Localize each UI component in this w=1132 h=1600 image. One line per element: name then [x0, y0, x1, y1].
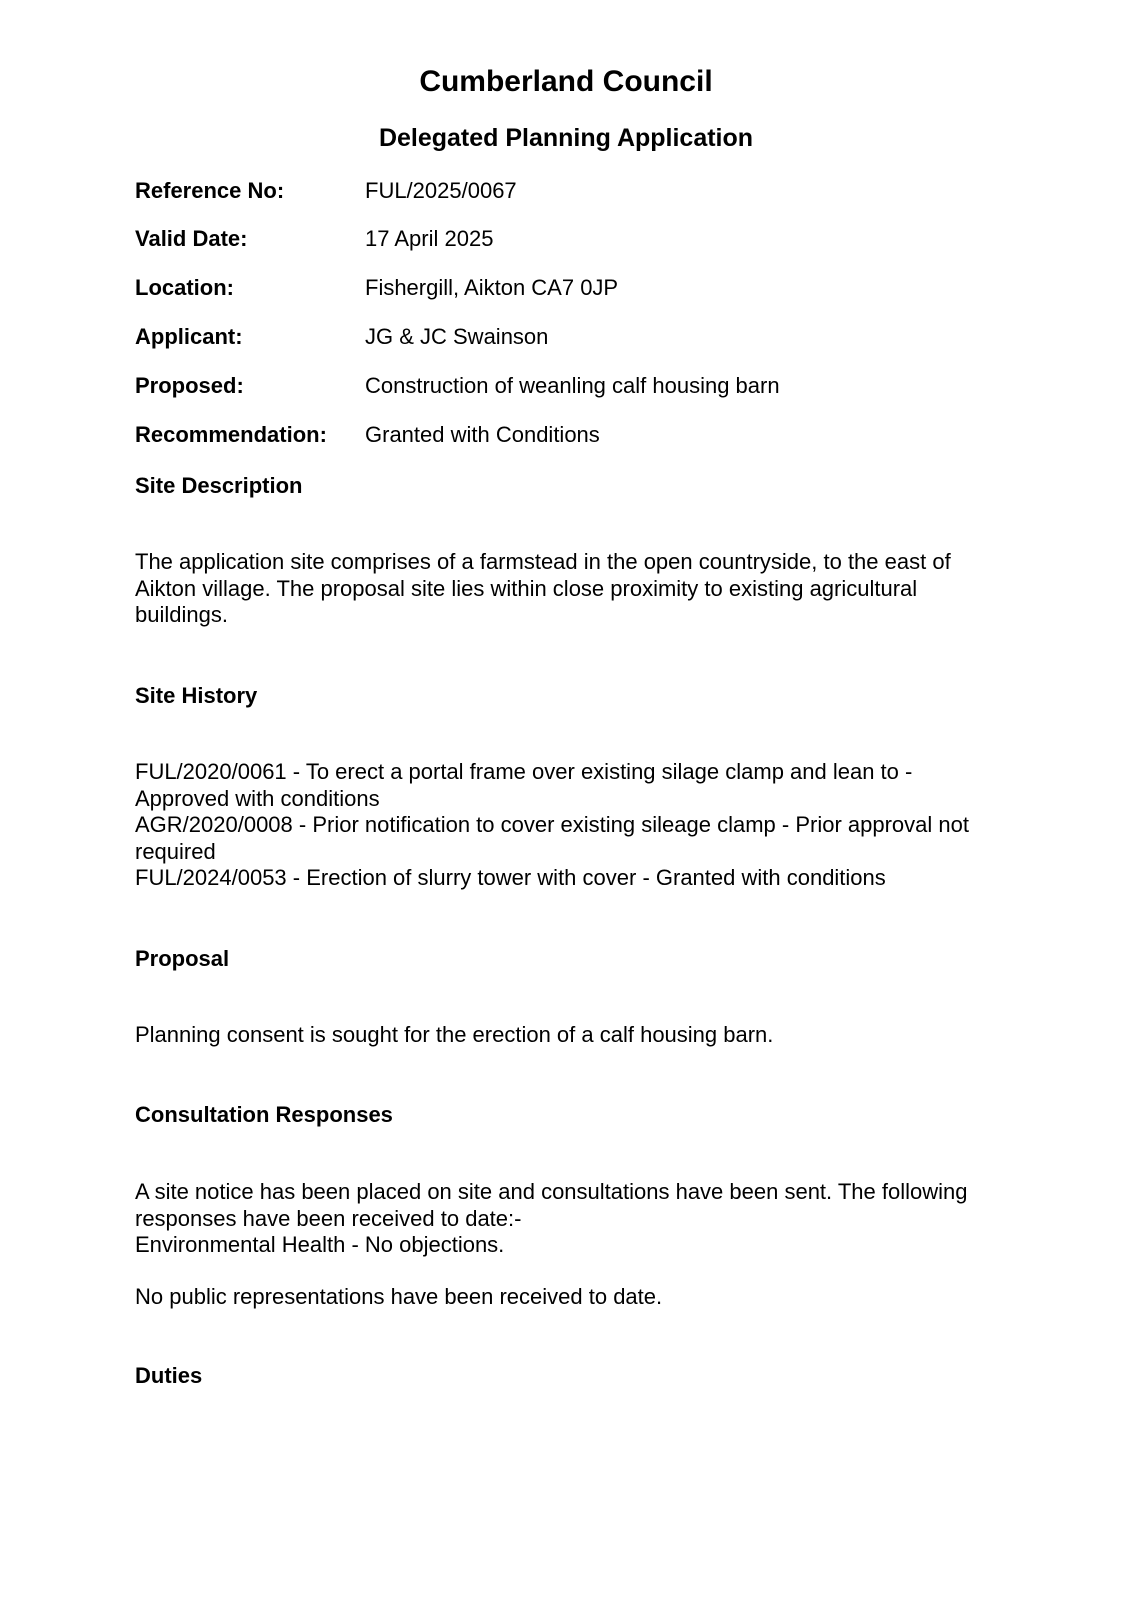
site-description-line: Aikton village. The proposal site lies within close proximity to existing agricultural	[135, 575, 918, 601]
public-representations-line: No public representations have been received to date.	[135, 1284, 663, 1309]
proposed-value: Construction of weanling calf housing barn	[365, 373, 780, 398]
consultation-line: Environmental Health - No objections.	[135, 1232, 505, 1257]
site-history-line: required	[135, 838, 216, 864]
location-label: Location:	[135, 275, 234, 300]
applicant-row	[135, 322, 1005, 352]
site-description-line: The application site comprises of a farmstead in the open countryside, to the east of	[135, 549, 951, 574]
valid-date-row	[135, 224, 1005, 254]
reference-row	[135, 176, 1005, 206]
proposal-text	[135, 1022, 1015, 1049]
consultation-text	[135, 1179, 1015, 1259]
consultation-heading: Consultation Responses	[135, 1102, 393, 1127]
recommendation-label: Recommendation:	[135, 422, 327, 447]
site-history-text	[135, 759, 1015, 892]
document-title: Delegated Planning Application	[378, 124, 754, 152]
consultation-line: A site notice has been placed on site and consultations have been sent. The following	[135, 1179, 968, 1204]
applicant-label: Applicant:	[135, 324, 243, 349]
site-history-line: FUL/2020/0061 - To erect a portal frame over existing silage clamp and lean to -	[135, 759, 913, 784]
site-description-line: buildings.	[135, 602, 228, 627]
location-row	[135, 273, 1005, 303]
organisation-name: Cumberland Council	[419, 65, 713, 98]
reference-value: FUL/2025/0067	[365, 178, 517, 203]
consultation-line: responses have been received to date:-	[135, 1205, 522, 1231]
valid-date-label: Valid Date:	[135, 226, 248, 251]
reference-label: Reference No:	[135, 178, 285, 203]
site-history-line: AGR/2020/0008 - Prior notification to cover existing sileage clamp - Prior approval not	[135, 812, 969, 837]
recommendation-row	[135, 420, 1005, 450]
proposal-line: Planning consent is sought for the erection of a calf housing barn.	[135, 1022, 774, 1047]
proposal-heading: Proposal	[135, 946, 230, 971]
site-history-heading: Site History	[135, 683, 258, 708]
site-history-line: FUL/2024/0053 - Erection of slurry tower with cover - Granted with conditions	[135, 865, 886, 890]
public-representations-text	[135, 1284, 1015, 1311]
site-history-line: Approved with conditions	[135, 785, 380, 811]
proposed-label: Proposed:	[135, 373, 244, 398]
duties-heading: Duties	[135, 1363, 203, 1388]
recommendation-value: Granted with Conditions	[365, 422, 600, 447]
proposed-row	[135, 371, 1005, 401]
site-description-heading: Site Description	[135, 473, 303, 498]
site-description-text	[135, 549, 1015, 629]
applicant-value: JG & JC Swainson	[365, 324, 549, 349]
valid-date-value: 17 April 2025	[365, 226, 494, 251]
location-value: Fishergill, Aikton CA7 0JP	[365, 275, 619, 300]
